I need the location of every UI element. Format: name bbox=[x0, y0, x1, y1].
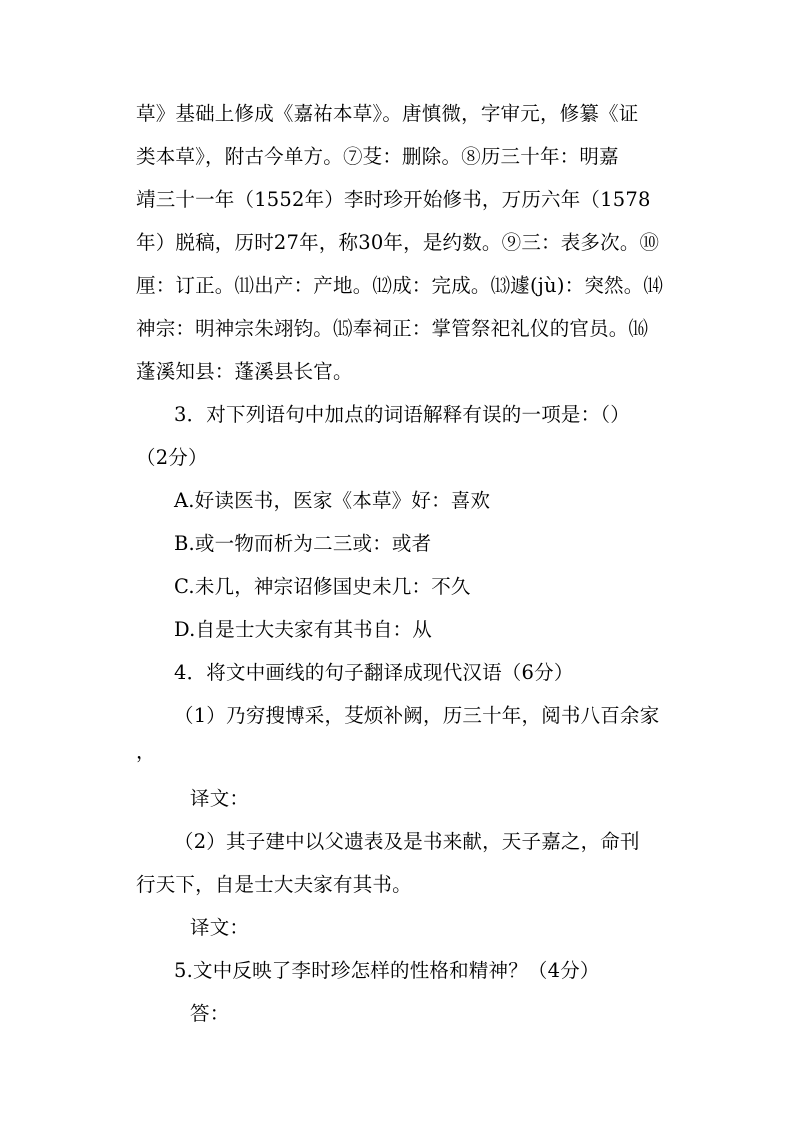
question-4-sentence-1: （1）乃穷搜博采，芟烦补阙，历三十年，阅书八百余家 bbox=[174, 704, 660, 727]
question-4-translation-label-1: 译文： bbox=[190, 787, 250, 810]
question-3-score: （2分） bbox=[136, 446, 208, 469]
note-line-7: 蓬溪知县：蓬溪县长官。 bbox=[136, 360, 353, 383]
note-line-1: 草》基础上修成《嘉祐本草》。唐慎微，字审元，修纂《证 bbox=[136, 102, 639, 125]
question-5-stem: 5.文中反映了李时珍怎样的性格和精神？（4分） bbox=[174, 959, 600, 982]
question-5-answer-label: 答： bbox=[190, 1002, 230, 1025]
question-4-translation-label-2: 译文： bbox=[190, 916, 250, 939]
question-3-stem: 3．对下列语句中加点的词语解释有误的一项是：（） bbox=[174, 403, 630, 426]
question-4-sentence-2a: （2）其子建中以父遗表及是书来献，天子嘉之，命刊 bbox=[174, 830, 640, 853]
question-3-option-d: D.自是士大夫家有其书自：从 bbox=[174, 618, 432, 641]
question-4-sentence-1-end: ， bbox=[136, 740, 156, 763]
question-4-sentence-2b: 行天下，自是士大夫家有其书。 bbox=[136, 873, 412, 896]
note-line-2: 类本草》，附古今单方。⑦芟：删除。⑧历三十年：明嘉 bbox=[136, 145, 619, 168]
note-line-6: 神宗：明神宗朱翊钧。⒂奉祠正：掌管祭祀礼仪的官员。⒃ bbox=[136, 317, 649, 340]
question-4-stem: 4．将文中画线的句子翻译成现代汉语（6分） bbox=[174, 661, 574, 684]
question-3-option-b: B.或一物而析为二三或：或者 bbox=[174, 532, 432, 555]
note-line-3: 靖三十一年（1552年）李时珍开始修书，万历六年（1578 bbox=[136, 188, 651, 211]
note-line-5: 厘：订正。⑾出产：产地。⑿成：完成。⒀遽(jù)：突然。⒁ bbox=[136, 274, 664, 297]
question-3-option-c: C.未几，神宗诏修国史未几：不久 bbox=[174, 575, 471, 598]
note-line-4: 年）脱稿，历时27年，称30年，是约数。⑨三：表多次。⑩ bbox=[136, 231, 660, 254]
question-3-option-a: A.好读医书，医家《本草》好：喜欢 bbox=[174, 489, 491, 512]
